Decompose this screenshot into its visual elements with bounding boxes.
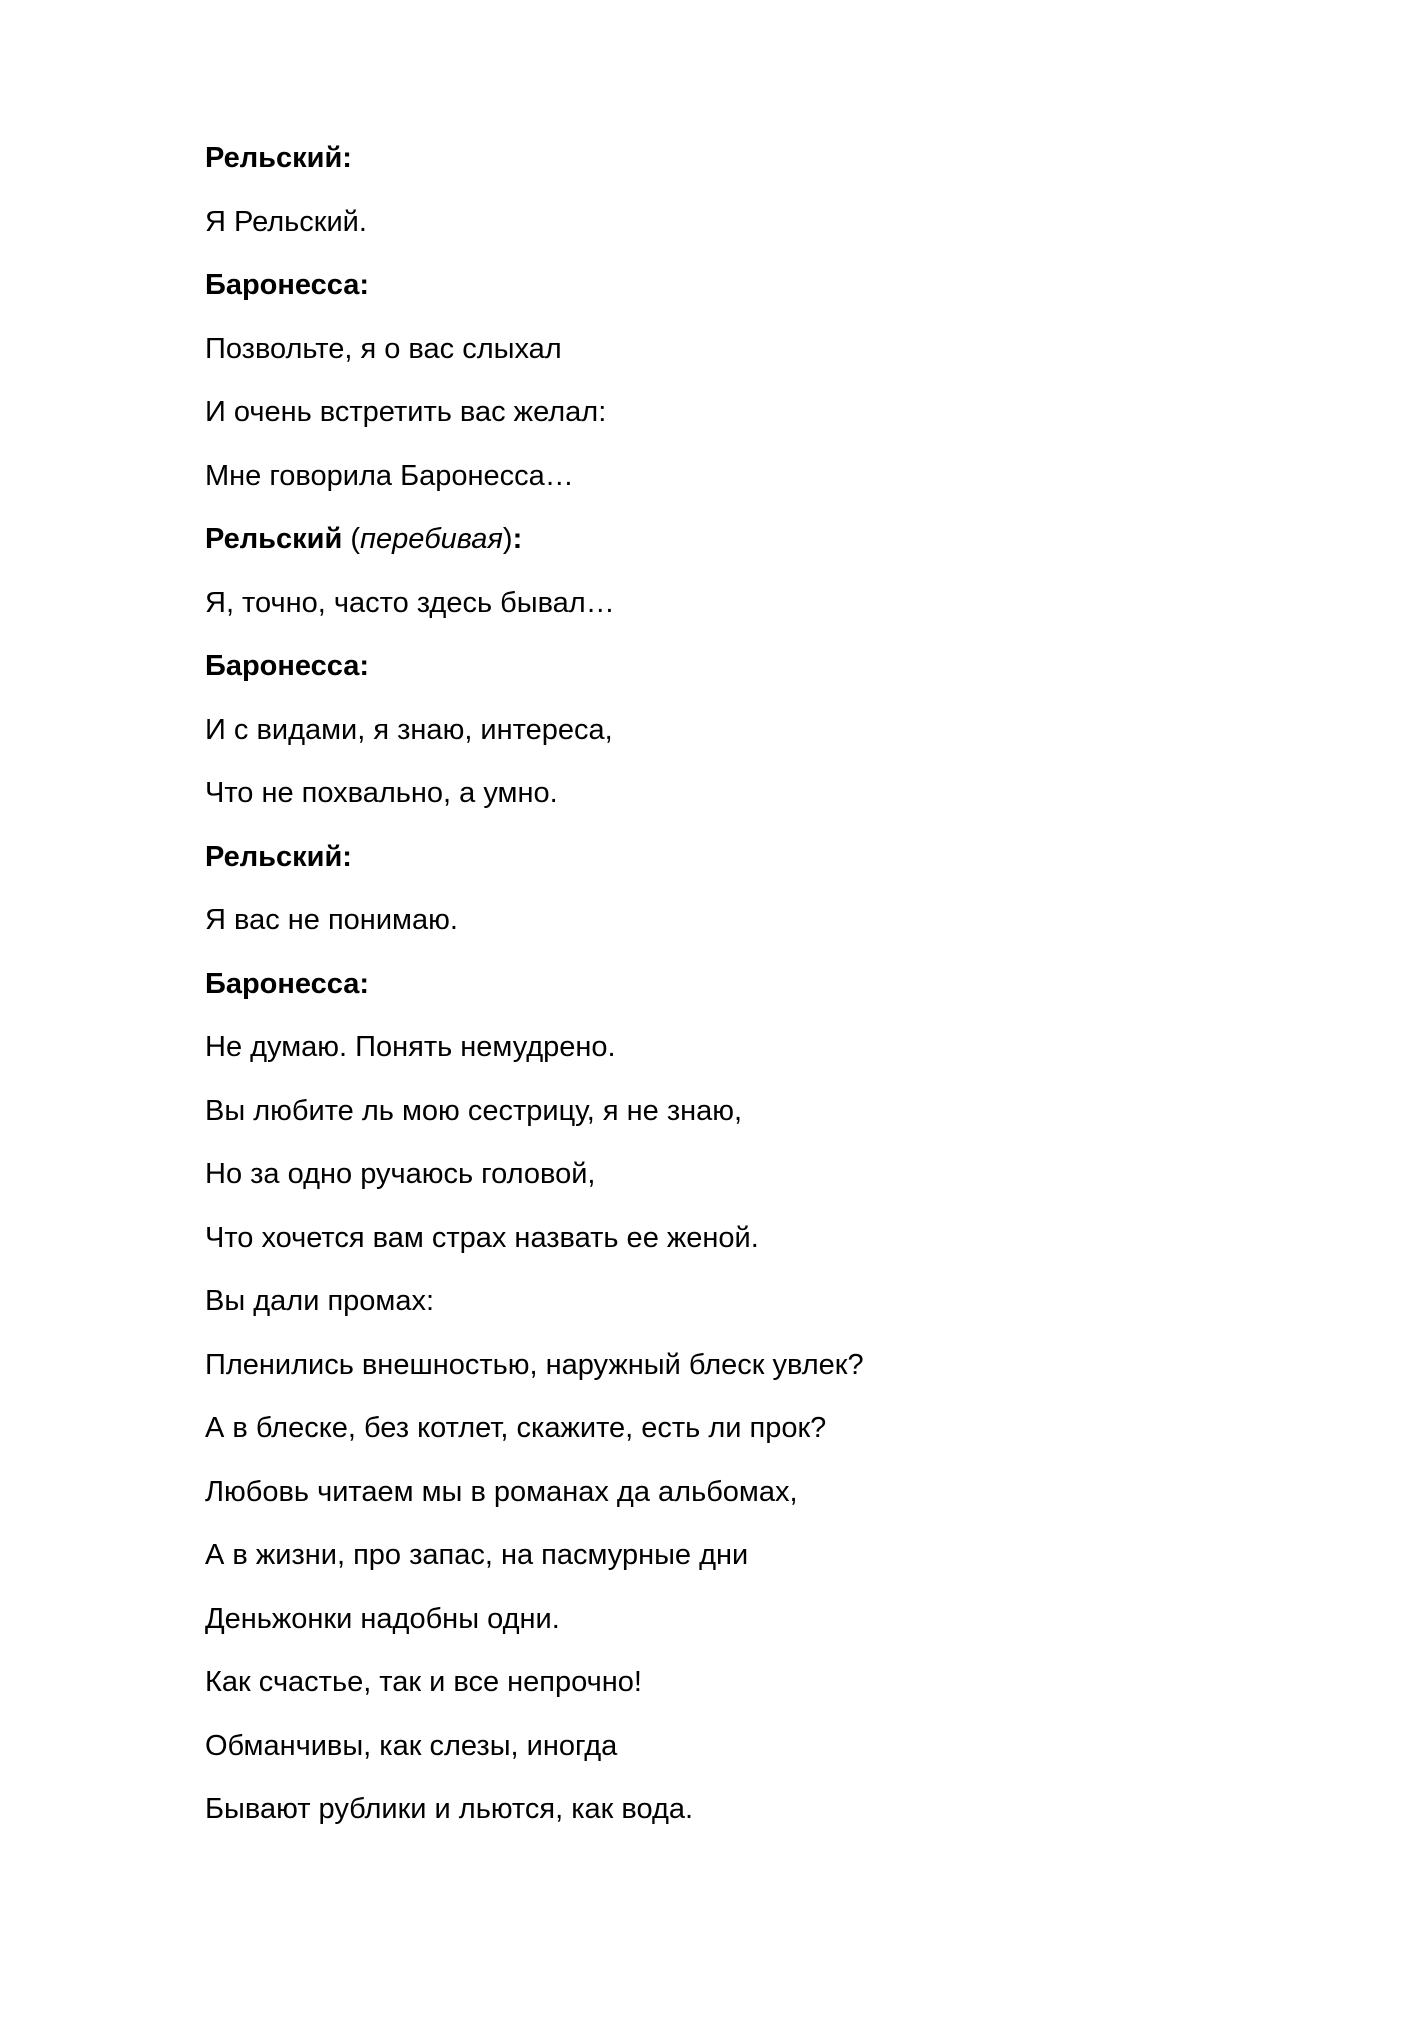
- stage-direction-close: ): [502, 523, 513, 555]
- speaker-colon: :: [359, 967, 370, 1000]
- speaker-colon: :: [359, 269, 370, 301]
- dialogue-line: Но за одно ручаюсь головой,: [205, 1158, 596, 1190]
- speaker-name: Рельский: [205, 523, 343, 555]
- speaker-name: Баронесса: [205, 269, 360, 301]
- speaker-name: Баронесса: [205, 650, 360, 682]
- stage-direction-open: (: [342, 523, 361, 555]
- dialogue-line: Я, точно, часто здесь бывал…: [205, 586, 615, 619]
- dialogue-line: Вы дали промах:: [205, 1285, 435, 1317]
- speaker-name: Рельский: [205, 840, 343, 873]
- speaker-colon: :: [359, 650, 370, 682]
- dialogue-line: Как счастье, так и все непрочно!: [205, 1666, 642, 1698]
- dialogue-line: А в жизни, про запас, на пасмурные дни: [205, 1539, 749, 1571]
- speaker-name: Баронесса: [205, 967, 360, 1000]
- dialogue-line: А в блеске, без котлет, скажите, есть ли прок?: [205, 1412, 827, 1444]
- dialogue-line: Обманчивы, как слезы, иногда: [205, 1729, 618, 1762]
- dialogue-line: Что хочется вам страх назвать ее женой.: [205, 1221, 759, 1254]
- speaker-label: [205, 267, 1305, 303]
- dialogue-lines: [205, 140, 1305, 1827]
- speaker-colon: :: [512, 523, 523, 555]
- speaker-colon: :: [342, 142, 352, 174]
- dialogue-line: Мне говорила Баронесса…: [205, 459, 574, 492]
- stage-direction: перебивая: [360, 523, 503, 555]
- speaker-label: [205, 648, 1305, 684]
- speaker-label: [205, 839, 1305, 875]
- dialogue-line: Деньжонки надобны одни.: [205, 1602, 560, 1635]
- speaker-colon: :: [342, 840, 352, 873]
- dialogue-line: И очень встретить вас желал:: [205, 396, 607, 428]
- dialogue-line: Я вас не понимаю.: [205, 904, 458, 936]
- speaker-label: [205, 966, 1305, 1002]
- dialogue-line: Не думаю. Понять немудрено.: [205, 1031, 616, 1063]
- speaker-label: [205, 521, 1305, 557]
- dialogue-line: Вы любите ль мою сестрицу, я не знаю,: [205, 1094, 743, 1127]
- dialogue-line: Что не похвально, а умно.: [205, 777, 558, 809]
- dialogue-line: Бывают рублики и льются, как вода.: [205, 1793, 694, 1825]
- dialogue-line: Я Рельский.: [205, 205, 367, 238]
- dialogue-line: Позвольте, я о вас слыхал: [205, 332, 562, 365]
- dialogue-line: Пленились внешностью, наружный блеск увлек?: [205, 1348, 864, 1381]
- speaker-name: Рельский: [205, 142, 343, 174]
- dialogue-line: И с видами, я знаю, интереса,: [205, 713, 613, 746]
- script-page: [205, 140, 1305, 1855]
- dialogue-line: Любовь читаем мы в романах да альбомах,: [205, 1475, 798, 1508]
- speaker-label: [205, 140, 1305, 176]
